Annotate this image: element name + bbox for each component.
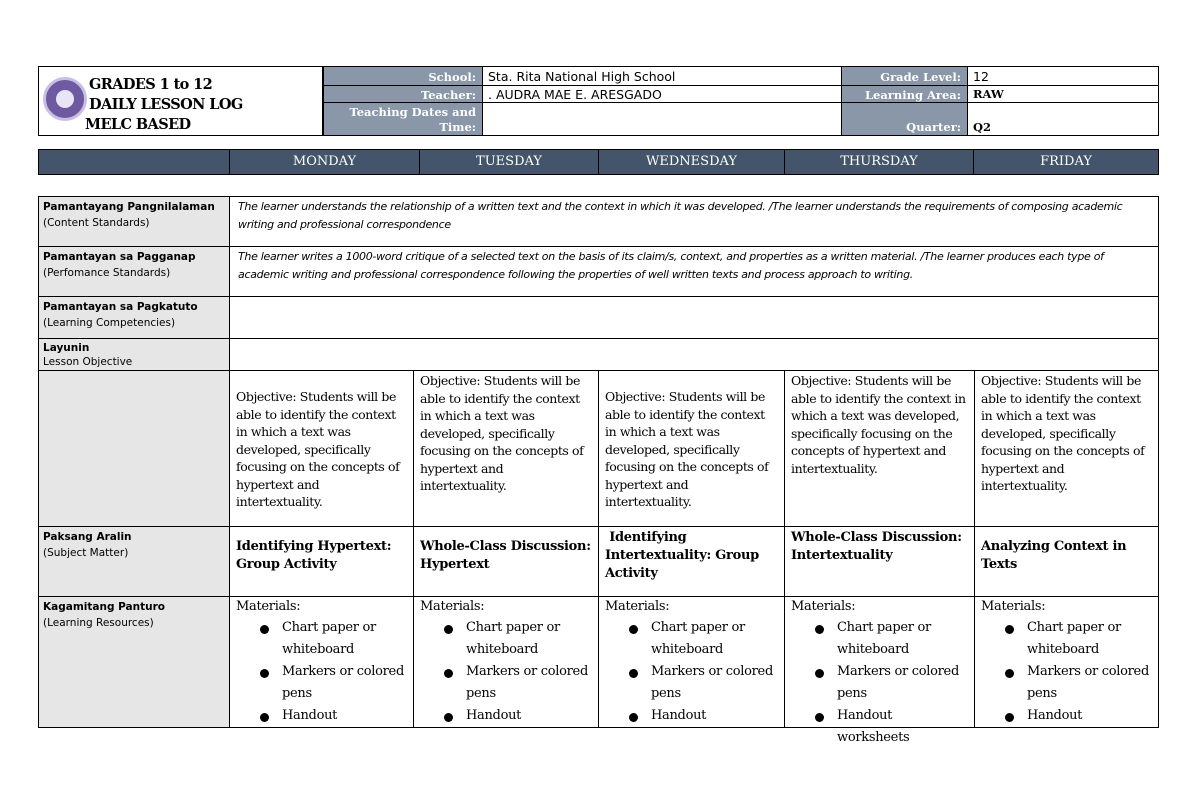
material-item: Markers or colored pens <box>420 661 592 705</box>
day-header-monday: MONDAY <box>229 149 420 175</box>
content-standards-label-fil: Pamantayang Pangnilalaman <box>43 201 215 213</box>
material-item: Markers or colored pens <box>791 661 968 705</box>
teaching-dates-value <box>482 102 842 136</box>
lesson-log-table <box>38 196 1159 745</box>
row-label-learning-competencies <box>39 297 230 339</box>
teaching-dates-label-line2: Time: <box>439 120 476 134</box>
material-item: Markers or colored pens <box>236 661 407 705</box>
content-standards-label-en: (Content Standards) <box>43 217 150 229</box>
materials-list <box>420 617 592 727</box>
material-item: Chart paper or whiteboard <box>981 617 1152 661</box>
subject-matter-label-en: (Subject Matter) <box>43 547 129 559</box>
quarter-label: Quarter: <box>841 102 968 136</box>
material-item: Chart paper or whiteboard <box>605 617 778 661</box>
teaching-dates-label <box>323 102 483 136</box>
material-item: Handout <box>981 705 1152 727</box>
materials-list <box>605 617 778 727</box>
material-item: Handout <box>420 705 592 727</box>
learning-competencies-value <box>230 297 1158 339</box>
learning-area-label: Learning Area: <box>841 85 968 103</box>
material-item: Chart paper or whiteboard <box>791 617 968 661</box>
topic-thursday: Whole-Class Discussion: Intertextuality <box>785 527 975 597</box>
school-label: School: <box>323 66 483 86</box>
resources-thursday <box>785 597 975 745</box>
performance-standards-text: The learner writes a 1000-word critique of a selected text on the basis of its claim/s, context, and properties as a written material. /The learner produces each type of academic writing and professional correspondence following the properties of well written texts and process approach to writing. <box>230 247 1158 297</box>
teacher-value: . AUDRA MAE E. ARESGADO <box>482 85 842 103</box>
day-header-bar <box>38 149 1159 175</box>
grade-level-value: 12 <box>967 66 1159 86</box>
topic-monday: Identifying Hypertext: Group Activity <box>230 527 414 597</box>
resources-wednesday <box>599 597 785 727</box>
day-header-blank <box>38 149 230 175</box>
material-item: Handout worksheets <box>791 705 968 749</box>
lesson-objective-value <box>230 339 1158 371</box>
material-item: Markers or colored pens <box>605 661 778 705</box>
row-label-performance-standards <box>39 247 230 297</box>
resources-tuesday <box>414 597 599 727</box>
topic-tuesday: Whole-Class Discussion: Hypertext <box>414 527 599 597</box>
lesson-objective-label-en: Lesson Objective <box>43 356 133 368</box>
materials-heading: Materials: <box>236 599 301 614</box>
teaching-dates-label-line1: Teaching Dates and <box>349 105 476 119</box>
materials-list <box>791 617 968 749</box>
objective-tuesday: Objective: Students will be able to identify the context in which a text was developed, specifically focusing on the concepts of hypertext and intertextuality. <box>414 371 599 527</box>
row-label-lesson-objective <box>39 339 230 371</box>
title-line-3: MELC BASED <box>85 116 191 133</box>
title-line-1: GRADES 1 to 12 <box>89 76 213 93</box>
title-line-2: DAILY LESSON LOG <box>89 96 243 113</box>
materials-list <box>236 617 407 727</box>
lesson-objective-label-fil: Layunin <box>43 342 90 354</box>
topic-friday: Analyzing Context in Texts <box>975 527 1158 597</box>
learning-competencies-label-en: (Learning Competencies) <box>43 317 176 329</box>
topic-wednesday: Identifying Intertextuality: Group Activity <box>599 527 785 597</box>
objective-monday: Objective: Students will be able to identify the context in which a text was developed, specifically focusing on the concepts of hypertext and intertextuality. <box>230 371 414 527</box>
header-info-grid <box>323 66 1159 136</box>
performance-standards-label-en: (Perfomance Standards) <box>43 267 171 279</box>
teacher-label: Teacher: <box>323 85 483 103</box>
quarter-value: Q2 <box>967 102 1159 136</box>
material-item: Chart paper or whiteboard <box>420 617 592 661</box>
objective-wednesday: Objective: Students will be able to identify the context in which a text was developed, specifically focusing on the concepts of hypertext and intertextuality. <box>599 371 785 527</box>
grade-level-label: Grade Level: <box>841 66 968 86</box>
row-label-subject-matter <box>39 527 230 597</box>
day-header-friday: FRIDAY <box>973 149 1159 175</box>
materials-heading: Materials: <box>605 599 670 614</box>
objective-thursday: Objective: Students will be able to identify the context in which a text was developed, specifically focusing on the concepts of hypertext and intertextuality. <box>785 371 975 527</box>
day-header-thursday: THURSDAY <box>784 149 974 175</box>
materials-heading: Materials: <box>791 599 856 614</box>
row-label-content-standards <box>39 197 230 247</box>
header-title-box <box>38 66 323 136</box>
content-standards-text: The learner understands the relationship of a written text and the context in which it was developed. /The learner understands the requirements of composing academic writing and professional correspondence <box>230 197 1158 247</box>
row-label-learning-resources <box>39 597 230 727</box>
performance-standards-label-fil: Pamantayan sa Pagganap <box>43 251 196 263</box>
school-value: Sta. Rita National High School <box>482 66 842 86</box>
learning-resources-label-fil: Kagamitang Panturo <box>43 601 165 613</box>
learning-resources-label-en: (Learning Resources) <box>43 617 154 629</box>
materials-heading: Materials: <box>981 599 1046 614</box>
resources-friday <box>975 597 1158 727</box>
learning-competencies-label-fil: Pamantayan sa Pagkatuto <box>43 301 198 313</box>
material-item: Handout <box>236 705 407 727</box>
material-item: Chart paper or whiteboard <box>236 617 407 661</box>
material-item: Handout <box>605 705 778 727</box>
day-header-wednesday: WEDNESDAY <box>598 149 785 175</box>
row-label-objectives-blank <box>39 371 230 527</box>
subject-matter-label-fil: Paksang Aralin <box>43 531 132 543</box>
material-item: Markers or colored pens <box>981 661 1152 705</box>
deped-seal-icon <box>43 77 87 121</box>
materials-list <box>981 617 1152 727</box>
day-header-tuesday: TUESDAY <box>419 149 599 175</box>
objective-friday: Objective: Students will be able to identify the context in which a text was developed, specifically focusing on the concepts of hypertext and intertextuality. <box>975 371 1158 527</box>
resources-monday <box>230 597 414 727</box>
materials-heading: Materials: <box>420 599 485 614</box>
document-title <box>85 75 243 135</box>
learning-area-value: RAW <box>967 85 1159 103</box>
